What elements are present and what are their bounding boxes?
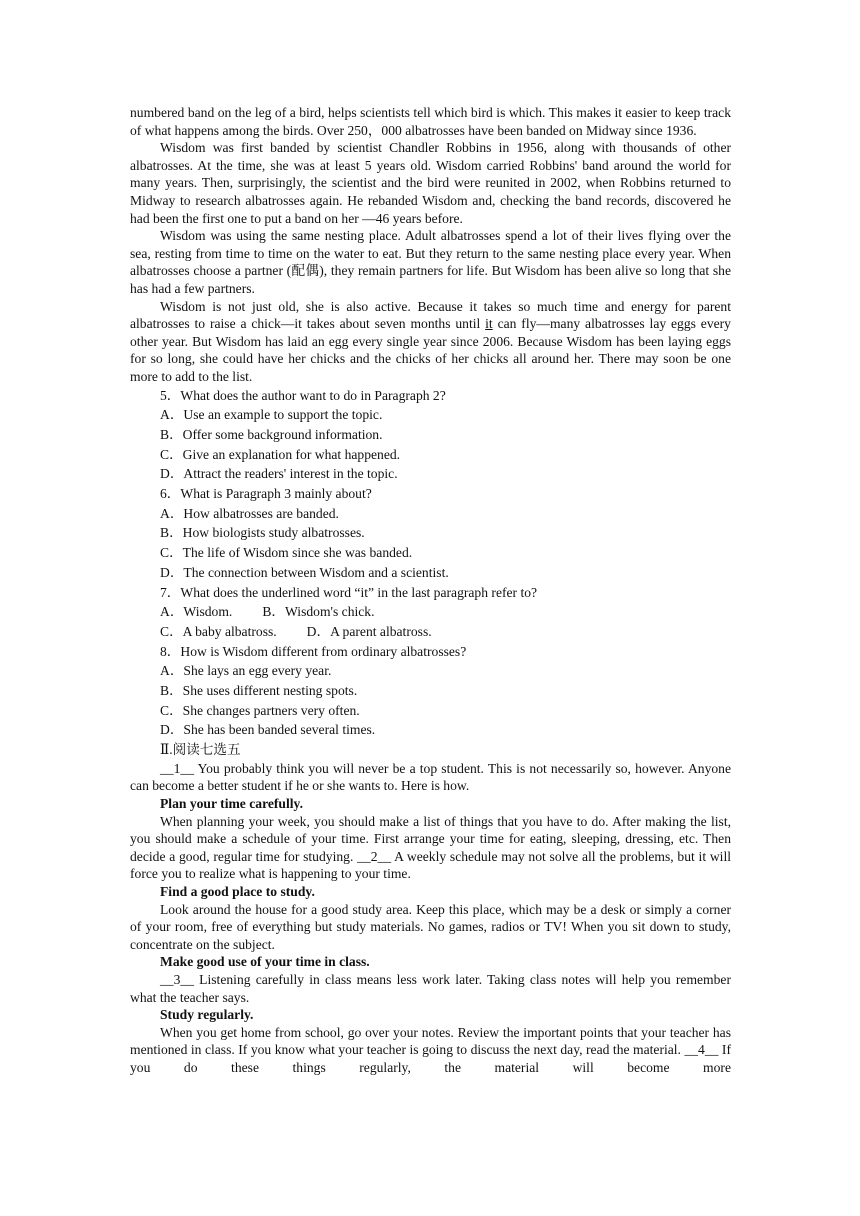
section-2-heading: Ⅱ.阅读七选五 — [160, 742, 241, 758]
option-c: C．The life of Wisdom since she was banded. — [160, 545, 413, 561]
option-a: A．Wisdom. — [160, 604, 233, 620]
option-c: C．Give an explanation for what happened. — [160, 446, 401, 462]
blank-1: __1__ — [160, 760, 194, 776]
option-a: A．Use an example to support the topic. — [160, 407, 383, 423]
option-b: B．Wisdom's chick. — [262, 604, 375, 620]
class-time-text: Listening carefully in class means less work later. Taking class notes will help you remember what the teacher says. — [130, 971, 731, 1005]
options-row-ab — [130, 602, 731, 622]
question-stem: 6．What is Paragraph 3 mainly about? — [160, 486, 372, 502]
option-d: D．A parent albatross. — [306, 623, 432, 639]
passage-paragraph-3: Wisdom was using the same nesting place. Adult albatrosses spend a lot of their lives flying over the sea, resting from time to time on the water to eat. But they return to the same nesting place every year. When albatrosses choose a partner (配偶), they remain partners for life. But Wisdom has been alive so long that she has had a few partners. — [130, 228, 731, 296]
question-8 — [130, 642, 731, 741]
option-d: D．Attract the readers' interest in the topic. — [160, 466, 398, 482]
option-a: A．How albatrosses are banded. — [160, 505, 339, 521]
blank-4: __4__ — [684, 1042, 719, 1058]
subheading-class-time: Make good use of your time in class. — [160, 954, 370, 970]
paragraph-class-time — [130, 971, 731, 1006]
option-d: D．The connection between Wisdom and a scientist. — [160, 564, 449, 580]
intro-text: You probably think you will never be a top student. This is not necessarily so, however. Anyone can become a better student if he or she wants to. Here is how. — [130, 760, 731, 794]
paragraph-4-part-b: can fly—many albatrosses lay eggs every other year. But Wisdom has laid an egg every single year since 2006. Because Wisdom has been laying eggs for so long, she could have her chicks and the chicks of her chicks all around her. There may soon be one more to add to the list. — [130, 316, 731, 384]
option-d: D．She has been banded several times. — [160, 722, 376, 738]
underlined-word-it: it — [485, 316, 493, 332]
question-stem: 7．What does the underlined word “it” in the last paragraph refer to? — [160, 584, 538, 600]
option-b: B．How biologists study albatrosses. — [160, 525, 365, 541]
paragraph-4-part-a: Wisdom is not just old, she is also active. Because it takes so much time and energy for parent albatrosses to raise a chick—it takes about seven months until — [130, 298, 731, 332]
option-c: C．A baby albatross. — [160, 623, 277, 639]
question-stem: 5．What does the author want to do in Paragraph 2? — [160, 387, 446, 403]
plan-time-part-a: When planning your week, you should make a list of things that you have to do. After making the list, you should make a schedule of your time. First arrange your time for eating, sleeping, dressing, etc. Then decide a good, regular time for studying. — [130, 813, 731, 864]
question-5 — [130, 386, 731, 485]
section-2-intro — [130, 760, 731, 795]
option-a: A．She lays an egg every year. — [160, 663, 332, 679]
paragraph-study-regularly — [130, 1024, 731, 1077]
document-body — [130, 104, 731, 1077]
question-6 — [130, 484, 731, 583]
subheading-study-place: Find a good place to study. — [160, 884, 315, 900]
subheading-study-regularly: Study regularly. — [160, 1007, 254, 1023]
passage-paragraph-4 — [130, 298, 731, 386]
plan-time-part-b: A weekly schedule may not solve all the problems, but it will force you to realize what is happening to your time. — [130, 848, 732, 882]
option-c: C．She changes partners very often. — [160, 702, 360, 718]
question-7 — [130, 583, 731, 642]
paragraph-study-place: Look around the house for a good study area. Keep this place, which may be a desk or simply a corner of your room, free of everything but study materials. No games, radios or TV! When you sit down to study, concentrate on the subject. — [130, 901, 731, 952]
question-stem: 8．How is Wisdom different from ordinary albatrosses? — [160, 643, 467, 659]
passage-paragraph-1-tail: numbered band on the leg of a bird, helps scientists tell which bird is which. This makes it easier to keep track of what happens among the birds. Over 250，000 albatrosses have been banded on Midway since 1936. — [130, 105, 731, 138]
subheading-plan-time: Plan your time carefully. — [160, 796, 303, 812]
options-row-cd — [130, 622, 731, 642]
passage-paragraph-2: Wisdom was first banded by scientist Chandler Robbins in 1956, along with thousands of other albatrosses. At the time, she was at least 5 years old. Wisdom carried Robbins' band around the world for many years. Then, surprisingly, the scientist and the bird were reunited in 2002, when Robbins returned to Midway to research albatrosses again. He rebanded Wisdom and, checking the band records, discovered he had been the first one to put a band on her —46 years before. — [130, 140, 731, 226]
study-regularly-part-b: If you do these things regularly, the material will become more — [130, 1042, 731, 1075]
study-regularly-part-a: When you get home from school, go over your notes. Review the important points that your teacher has mentioned in class. If you know what your teacher is going to discuss the next day, read the material. — [130, 1024, 731, 1058]
paragraph-plan-time — [130, 813, 731, 883]
option-b: B．She uses different nesting spots. — [160, 683, 358, 699]
blank-2: __2__ — [357, 848, 392, 864]
blank-3: __3__ — [160, 971, 194, 987]
option-b: B．Offer some background information. — [160, 426, 383, 442]
